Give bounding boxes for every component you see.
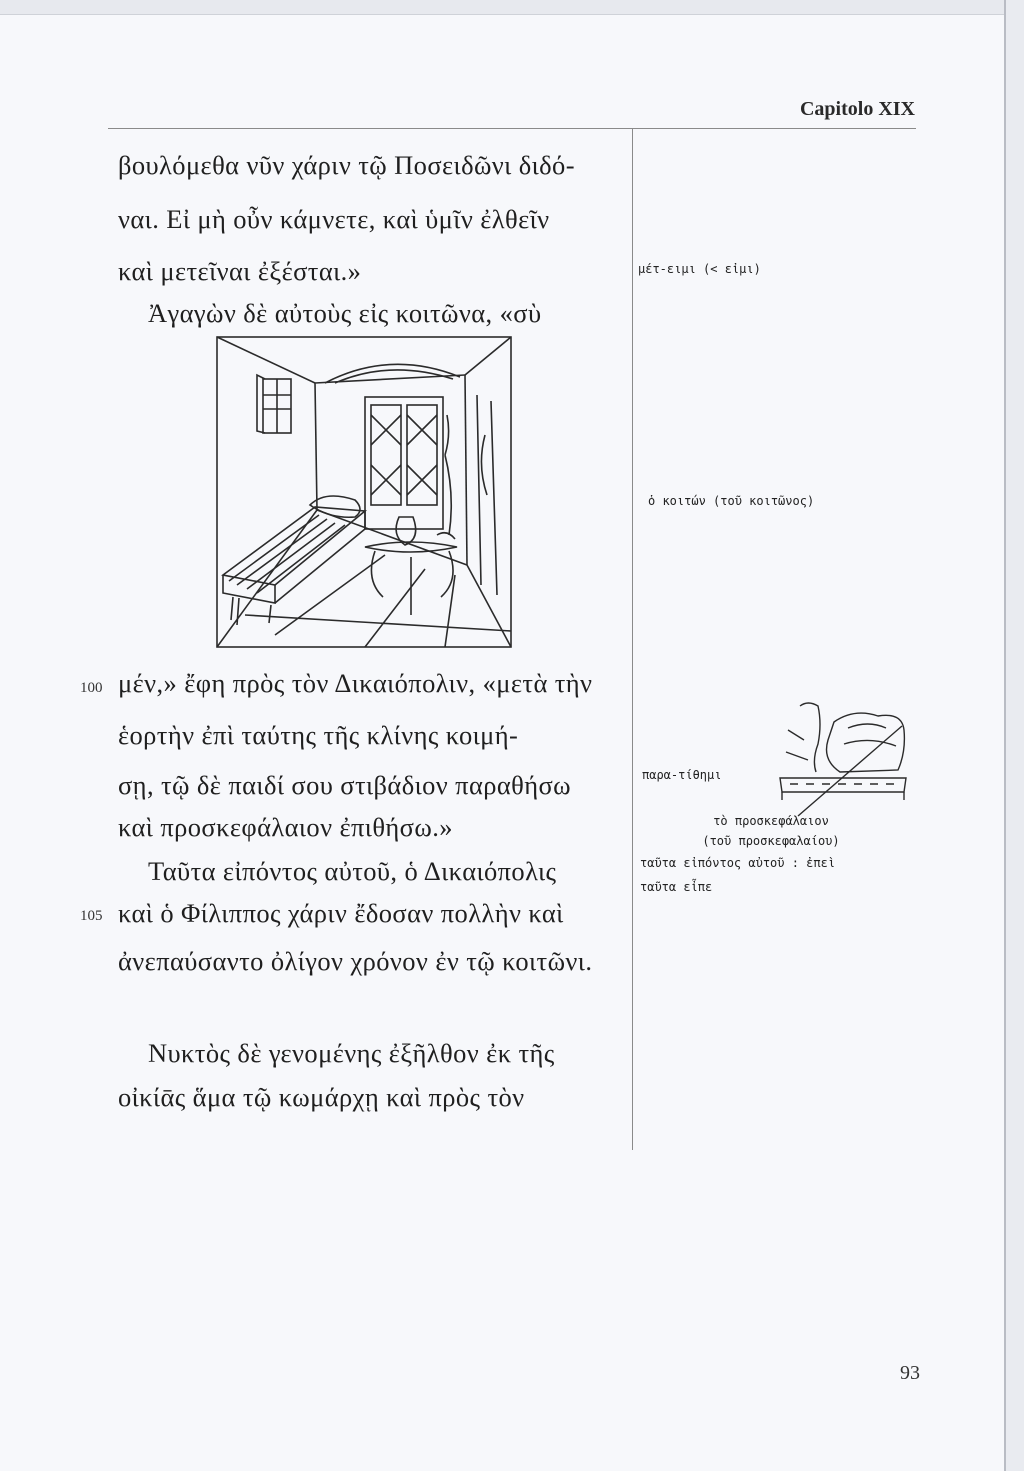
scan-edge-right <box>1004 0 1024 1471</box>
pillow-sketch-illustration <box>778 700 908 818</box>
text-line: Ταῦτα εἰπόντος αὐτοῦ, ὁ Δικαιόπολις <box>148 856 557 886</box>
text-line: ἑορτὴν ἐπὶ ταύτης τῆς κλίνης κοιμή- <box>118 720 519 750</box>
margin-note: ὁ κοιτών (τοῦ κοιτῶνος) <box>648 494 815 508</box>
text-line: σῃ, τῷ δὲ παιδί σου στιβάδιον παραθήσω <box>118 770 572 800</box>
margin-note: μέτ-ειμι (< εἰμι) <box>638 262 761 276</box>
text-line: καὶ ὁ Φίλιππος χάριν ἔδοσαν πολλὴν καὶ <box>118 898 564 928</box>
line-number: 105 <box>80 908 103 924</box>
margin-note: ταῦτα εἶπε <box>640 880 713 894</box>
margin-note: παρα-τίθημι <box>642 768 722 782</box>
page-number: 93 <box>900 1362 920 1384</box>
text-line: Νυκτὸς δὲ γενομένης ἐξῆλθον ἐκ τῆς <box>148 1038 555 1068</box>
margin-note: (τοῦ προσκεφαλαίου) <box>702 834 840 848</box>
column-divider <box>632 128 633 1150</box>
running-head: Capitolo XIX <box>799 98 915 120</box>
margin-note: ταῦτα εἰπόντος αὐτοῦ : ἐπεὶ <box>640 856 836 870</box>
line-number: 100 <box>80 680 103 696</box>
margin-note: τὸ προσκεφάλαιον <box>713 814 829 828</box>
text-line: ναι. Εἰ μὴ οὖν κάμνετε, καὶ ὑμῖν ἐλθεῖν <box>118 204 550 234</box>
text-line: ἀνεπαύσαντο ὀλίγον χρόνον ἐν τῷ κοιτῶνι. <box>118 946 593 976</box>
bedroom-illustration <box>215 335 513 651</box>
text-line: καὶ μετεῖναι ἐξέσται.» <box>118 256 362 286</box>
text-line: οἰκίᾱς ἅμα τῷ κωμάρχῃ καὶ πρὸς τὸν <box>118 1082 525 1112</box>
header-rule <box>108 128 916 129</box>
text-line: Ἀγαγὼν δὲ αὐτοὺς εἰς κοιτῶνα, «σὺ <box>148 298 542 328</box>
scan-edge-top <box>0 0 1024 15</box>
text-line: καὶ προσκεφάλαιον ἐπιθήσω.» <box>118 812 453 842</box>
text-line: μέν,» ἔφη πρὸς τὸν Δικαιόπολιν, «μετὰ τὴν <box>118 668 593 698</box>
text-line: βουλόμεθα νῦν χάριν τῷ Ποσειδῶνι διδό- <box>118 150 575 180</box>
